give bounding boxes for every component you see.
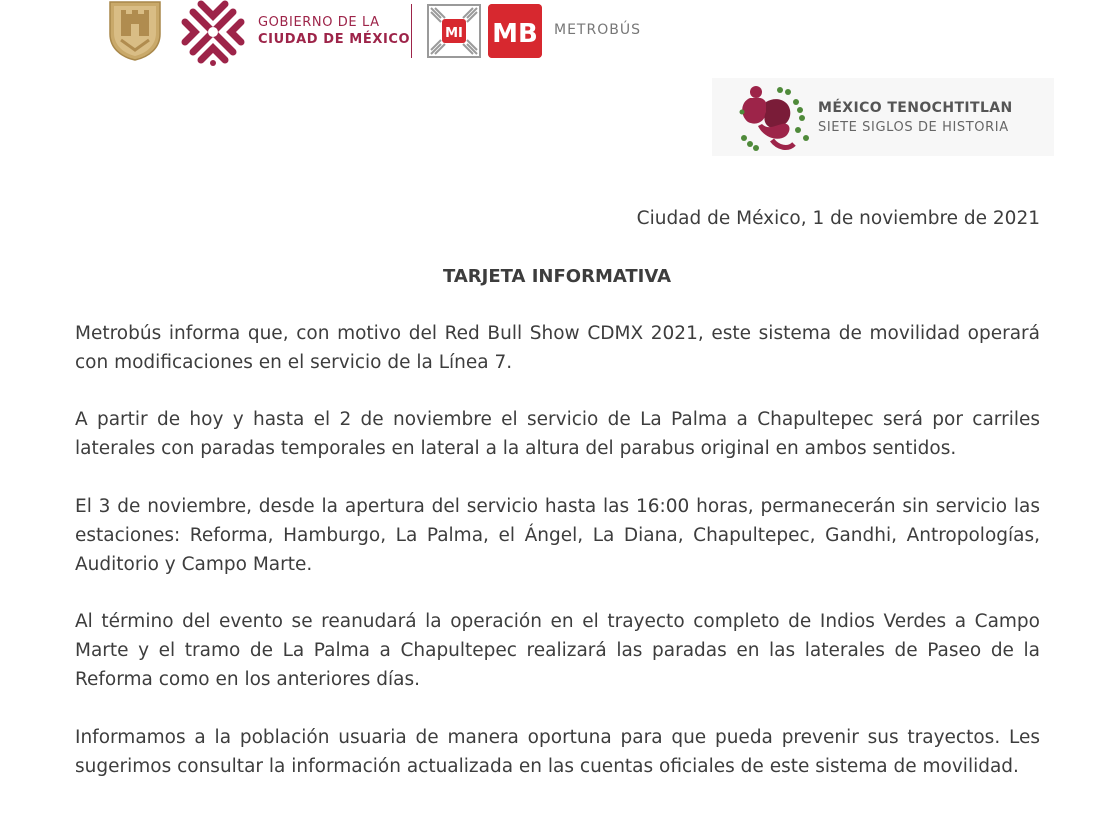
movilidad-integrada-logo	[427, 4, 481, 58]
paragraph-1: Metrobús informa que, con motivo del Red Bull Show CDMX 2021, este sistema de movilidad operará con modificaciones en el servicio de la Línea 7.	[75, 323, 1040, 373]
badge-subtitle: SIETE SIGLOS DE HISTORIA	[818, 120, 1009, 135]
mb-logo-text: MB	[492, 19, 538, 49]
cdmx-mark-logo	[181, 0, 245, 66]
tenochtitlan-badge	[712, 78, 1054, 156]
paragraph-2: A partir de hoy y hasta el 2 de noviembre el servicio de La Palma a Chapultepec será por carriles laterales con paradas temporales en lateral a la altura del parabus original en ambos sentidos.	[75, 409, 1040, 459]
paragraph-3: El 3 de noviembre, desde la apertura del servicio hasta las 16:00 horas, permanecerán sin servicio las estaciones: Reforma, Hamburgo, La Palma, el Ángel, La Diana, Chapultepec, Gandhi, Antropologías, Auditorio y Campo Marte.	[75, 496, 1040, 575]
metrobus-logo	[488, 4, 542, 58]
paragraph-4: Al término del evento se reanudará la operación en el trayecto completo de Indios Verdes a Campo Marte y el tramo de La Palma a Chapultepec realizará las paradas en las laterales de Paseo de la Reforma como en los anteriores días.	[75, 611, 1040, 690]
badge-title: MÉXICO TENOCHTITLAN	[818, 100, 1013, 116]
logo-divider	[411, 4, 412, 58]
document-title: TARJETA INFORMATIVA	[442, 266, 672, 287]
metrobus-wordmark: METROBÚS	[554, 22, 641, 38]
document-header	[0, 0, 1120, 70]
date-line: Ciudad de México, 1 de noviembre de 2021	[636, 208, 1040, 229]
government-line-2: CIUDAD DE MÉXICO	[258, 32, 411, 47]
tenochtitlan-figure-logo	[736, 82, 812, 154]
government-line-1: GOBIERNO DE LA	[258, 15, 380, 30]
mi-logo-text: MI	[445, 26, 463, 41]
paragraph-5: Informamos a la población usuaria de manera oportuna para que pueda prevenir sus trayectos. Les sugerimos consultar la información actualizada en las cuentas oficiales de este sistema de movilidad.	[75, 727, 1040, 777]
cdmx-coat-of-arms-logo	[107, 0, 163, 62]
government-wordmark	[258, 14, 410, 48]
